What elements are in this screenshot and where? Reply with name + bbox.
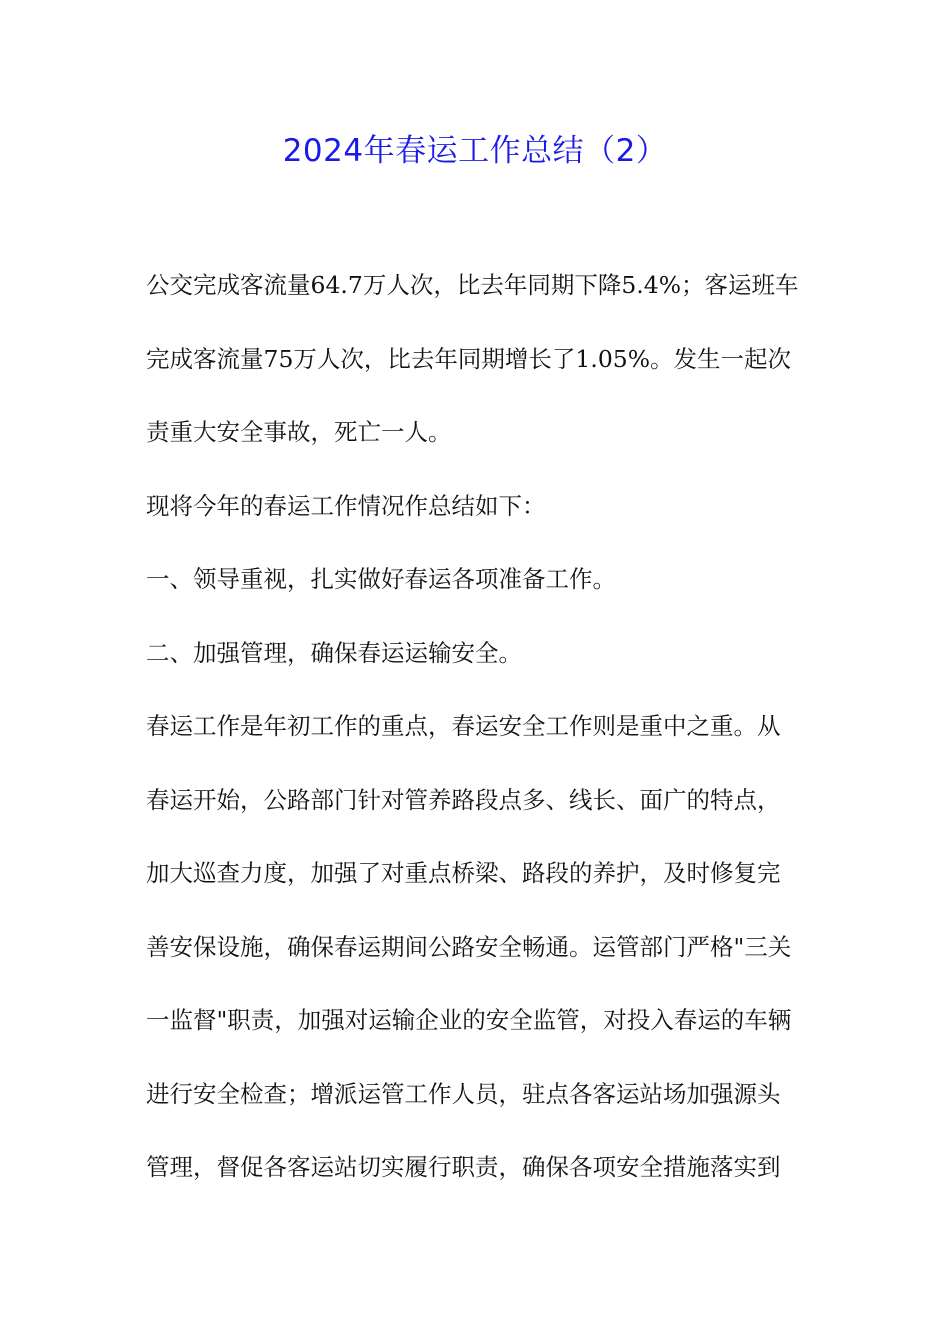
section-heading-line: 一、领导重视，扎实做好春运各项准备工作。	[146, 565, 616, 593]
document-body	[146, 262, 808, 1218]
document-title: 2024年春运工作总结（2）	[282, 133, 668, 169]
paragraph-line: 公交完成客流量64.7万人次，比去年同期下降5.4%；客运班车	[146, 271, 799, 299]
paragraph-line: 春运开始，公路部门针对管养路段点多、线长、面广的特点，	[146, 785, 781, 814]
paragraph-line: 加大巡查力度，加强了对重点桥梁、路段的养护，及时修复完	[146, 859, 781, 887]
paragraph-line: 现将今年的春运工作情况作总结如下：	[146, 491, 546, 520]
paragraph-line: 进行安全检查；增派运管工作人员，驻点各客运站场加强源头	[146, 1079, 781, 1108]
section-heading-line: 二、加强管理，确保春运运输安全。	[146, 638, 522, 667]
paragraph-line: 完成客流量75万人次，比去年同期增长了1.05%。发生一起次	[146, 344, 792, 373]
paragraph-line: 责重大安全事故，死亡一人。	[146, 418, 452, 446]
paragraph-line: 管理，督促各客运站切实履行职责，确保各项安全措施落实到	[146, 1153, 781, 1181]
paragraph-line: 一监督"职责，加强对运输企业的安全监管，对投入春运的车辆	[146, 1006, 792, 1034]
paragraph-line: 春运工作是年初工作的重点，春运安全工作则是重中之重。从	[146, 712, 781, 740]
paragraph-line: 善安保设施，确保春运期间公路安全畅通。运管部门严格"三关	[146, 932, 792, 961]
